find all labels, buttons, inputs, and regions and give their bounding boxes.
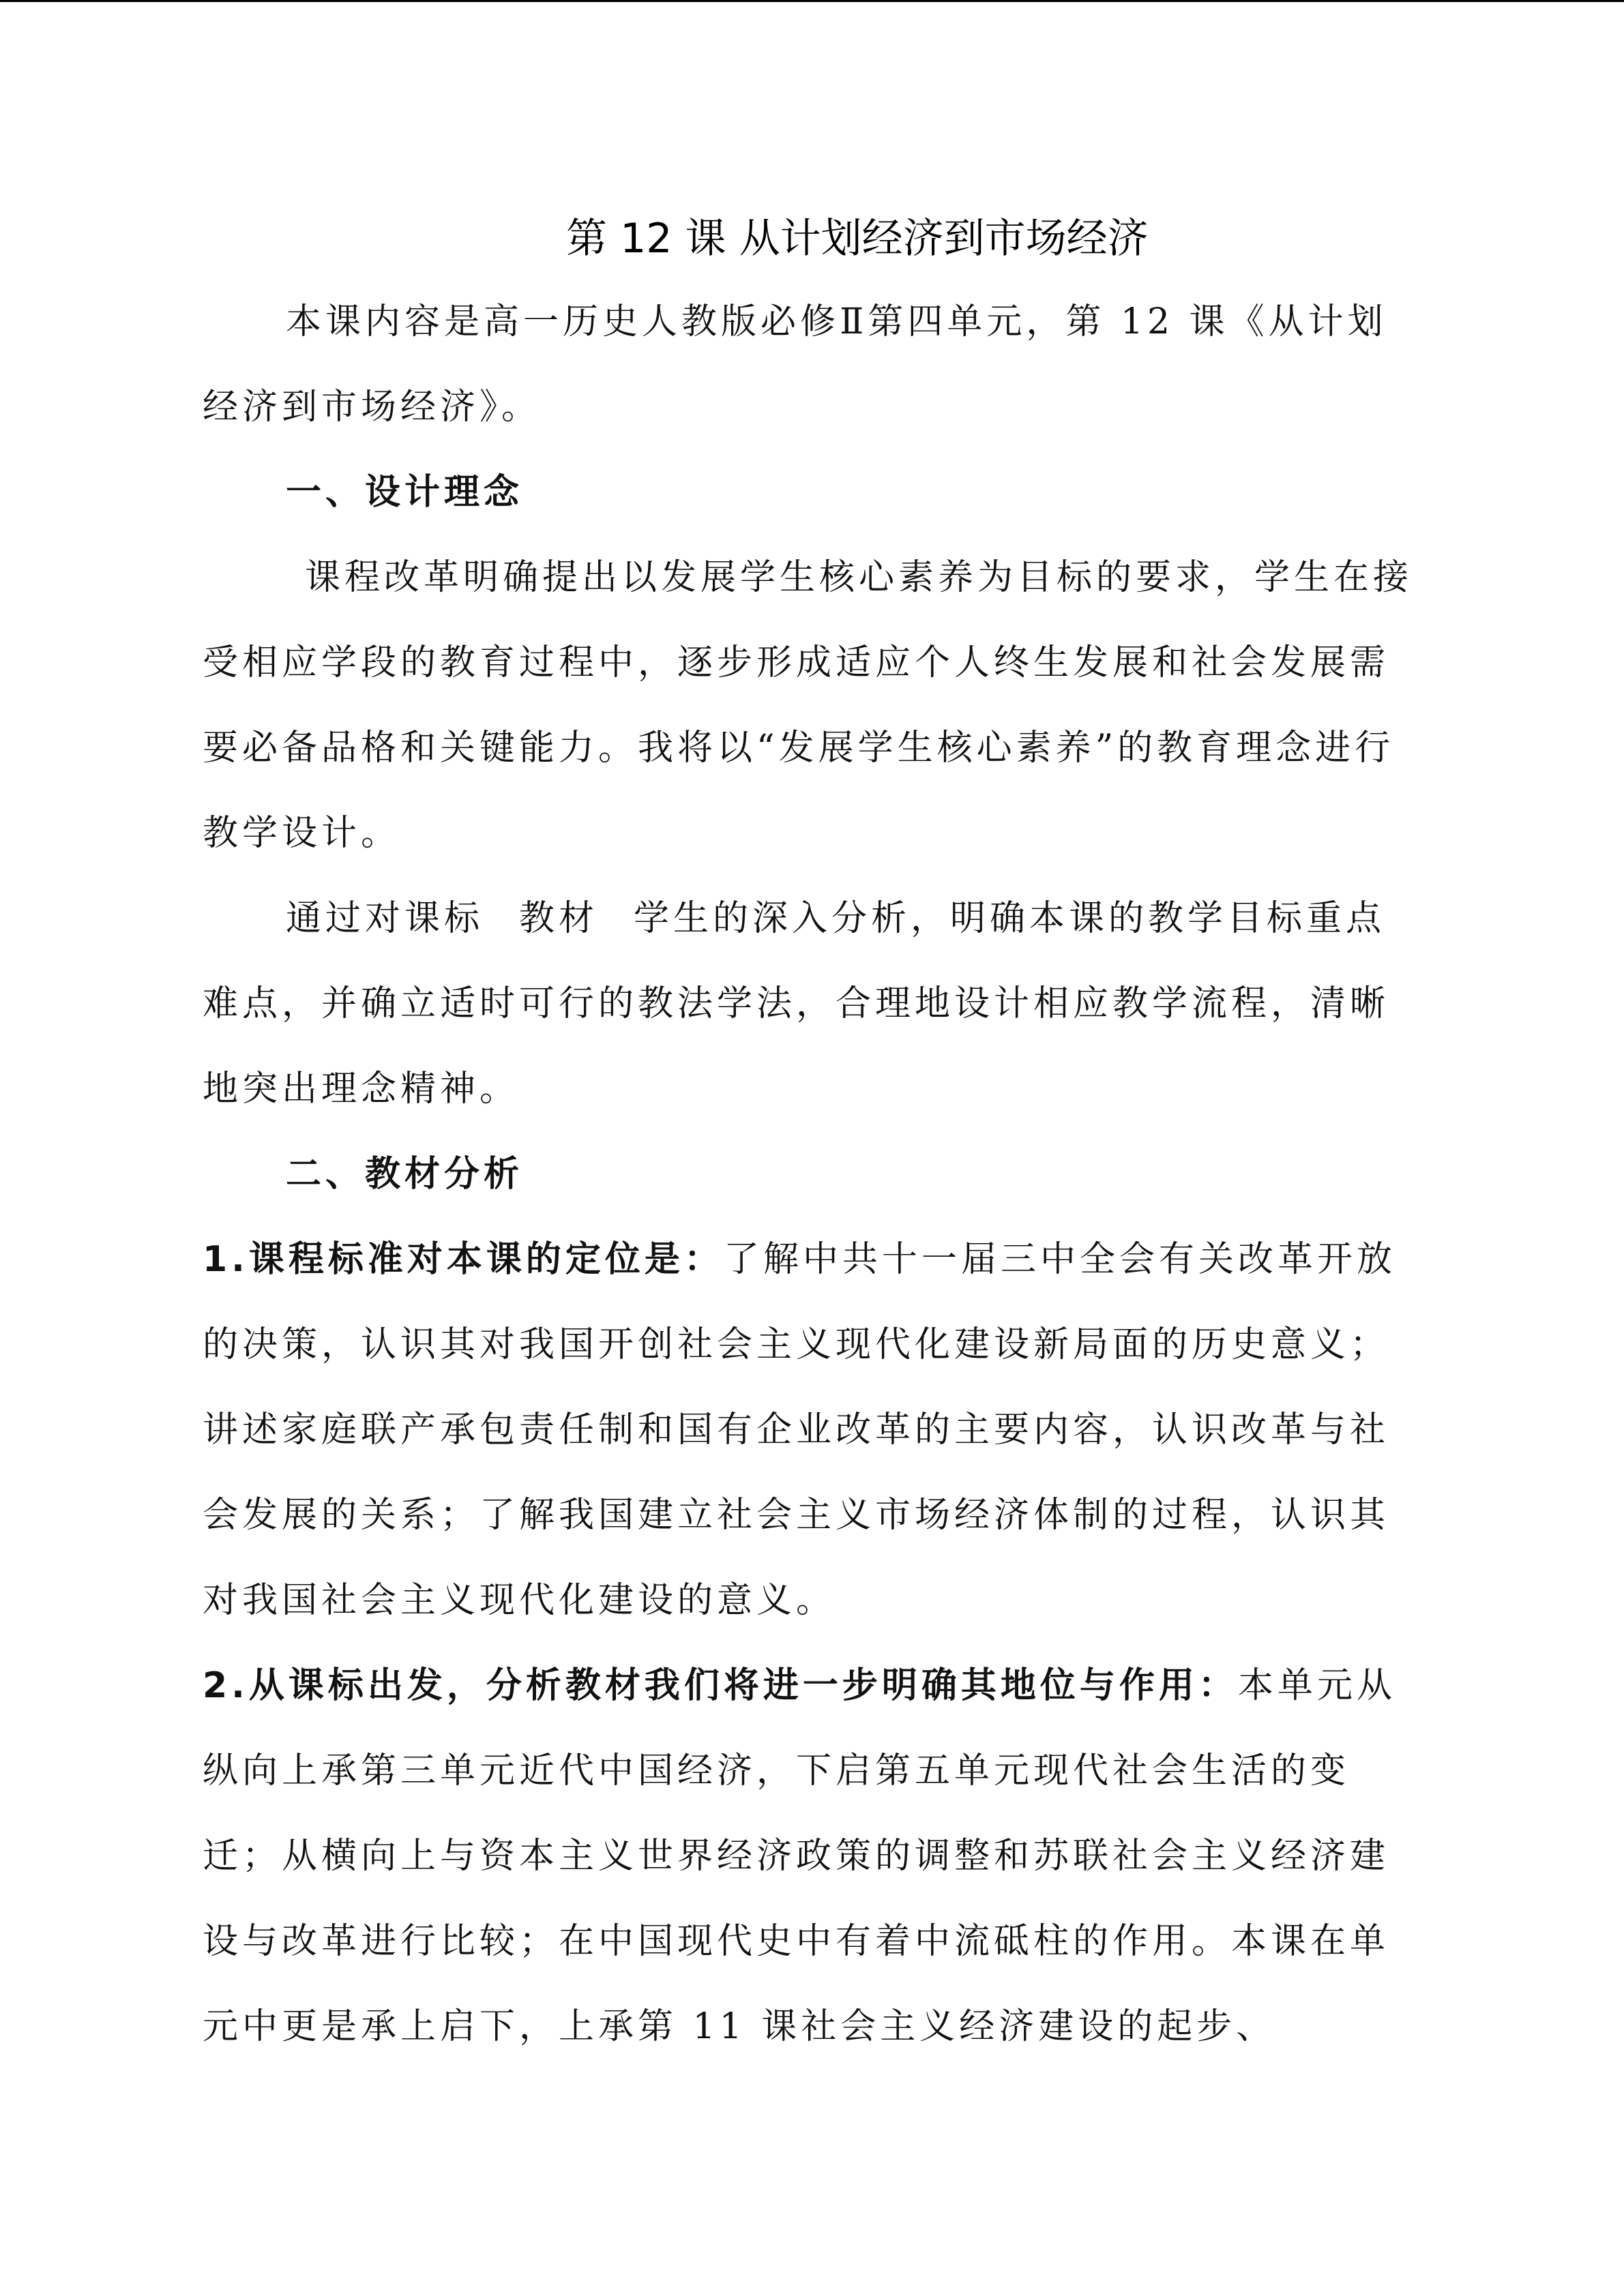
para2-part-b: 教材 [519, 898, 599, 939]
item1-text: 了解中共十一届三中全会有关改革开放的决策，认识其对我国开创社会主义现代化建设新局面的历史意义；讲述家庭联产承包责任制和国有企业改革的主要内容，认识改革与社会发展的关系；了解我国建立社会主义市场经济体制的过程，认识其对我国社会主义现代化建设的意义。 [203, 1239, 1396, 1621]
item2-lead: 2.从课标出发，分析教材我们将进一步明确其地位与作用： [203, 1665, 1238, 1706]
design-paragraph-2 [203, 876, 1423, 1132]
section-heading-textbook: 二、教材分析 [286, 1154, 524, 1195]
intro-paragraph: 本课内容是高一历史人教版必修Ⅱ第四单元，第 12 课《从计划经济到市场经济》。 [203, 301, 1387, 428]
analysis-item-1 [203, 1217, 1423, 1643]
design-paragraph-1: 课程改革明确提出以发展学生核心素养为目标的要求，学生在接受相应学段的教育过程中，逐步形成适应个人终生发展和社会发展需要必备品格和关键能力。我将以“发展学生核心素养”的教育理念进行教学设计。 [203, 557, 1413, 854]
page-title: 第 12 课 从计划经济到市场经济 [566, 215, 1149, 263]
item2-text: 本单元从纵向上承第三单元近代中国经济，下启第五单元现代社会生活的变迁；从横向上与资本主义世界经济政策的调整和苏联社会主义经济建设与改革进行比较；在中国现代史中有着中流砥柱的作用。本课在单元中更是承上启下，上承第 11 课社会主义经济建设的起步、 [203, 1665, 1396, 2047]
para2-part-a: 通过对课标 [286, 898, 484, 939]
analysis-item-2 [203, 1643, 1423, 2070]
para2-part-c: 学生的深入分析，明确本课的教学目标重点难点，并确立适时可行的教法学法，合理地设计相应教学流程，清晰地突出理念精神。 [203, 898, 1390, 1109]
section-heading-design: 一、设计理念 [286, 472, 524, 513]
item1-lead: 1.课程标准对本课的定位是： [203, 1239, 724, 1280]
top-border [0, 0, 1624, 2]
